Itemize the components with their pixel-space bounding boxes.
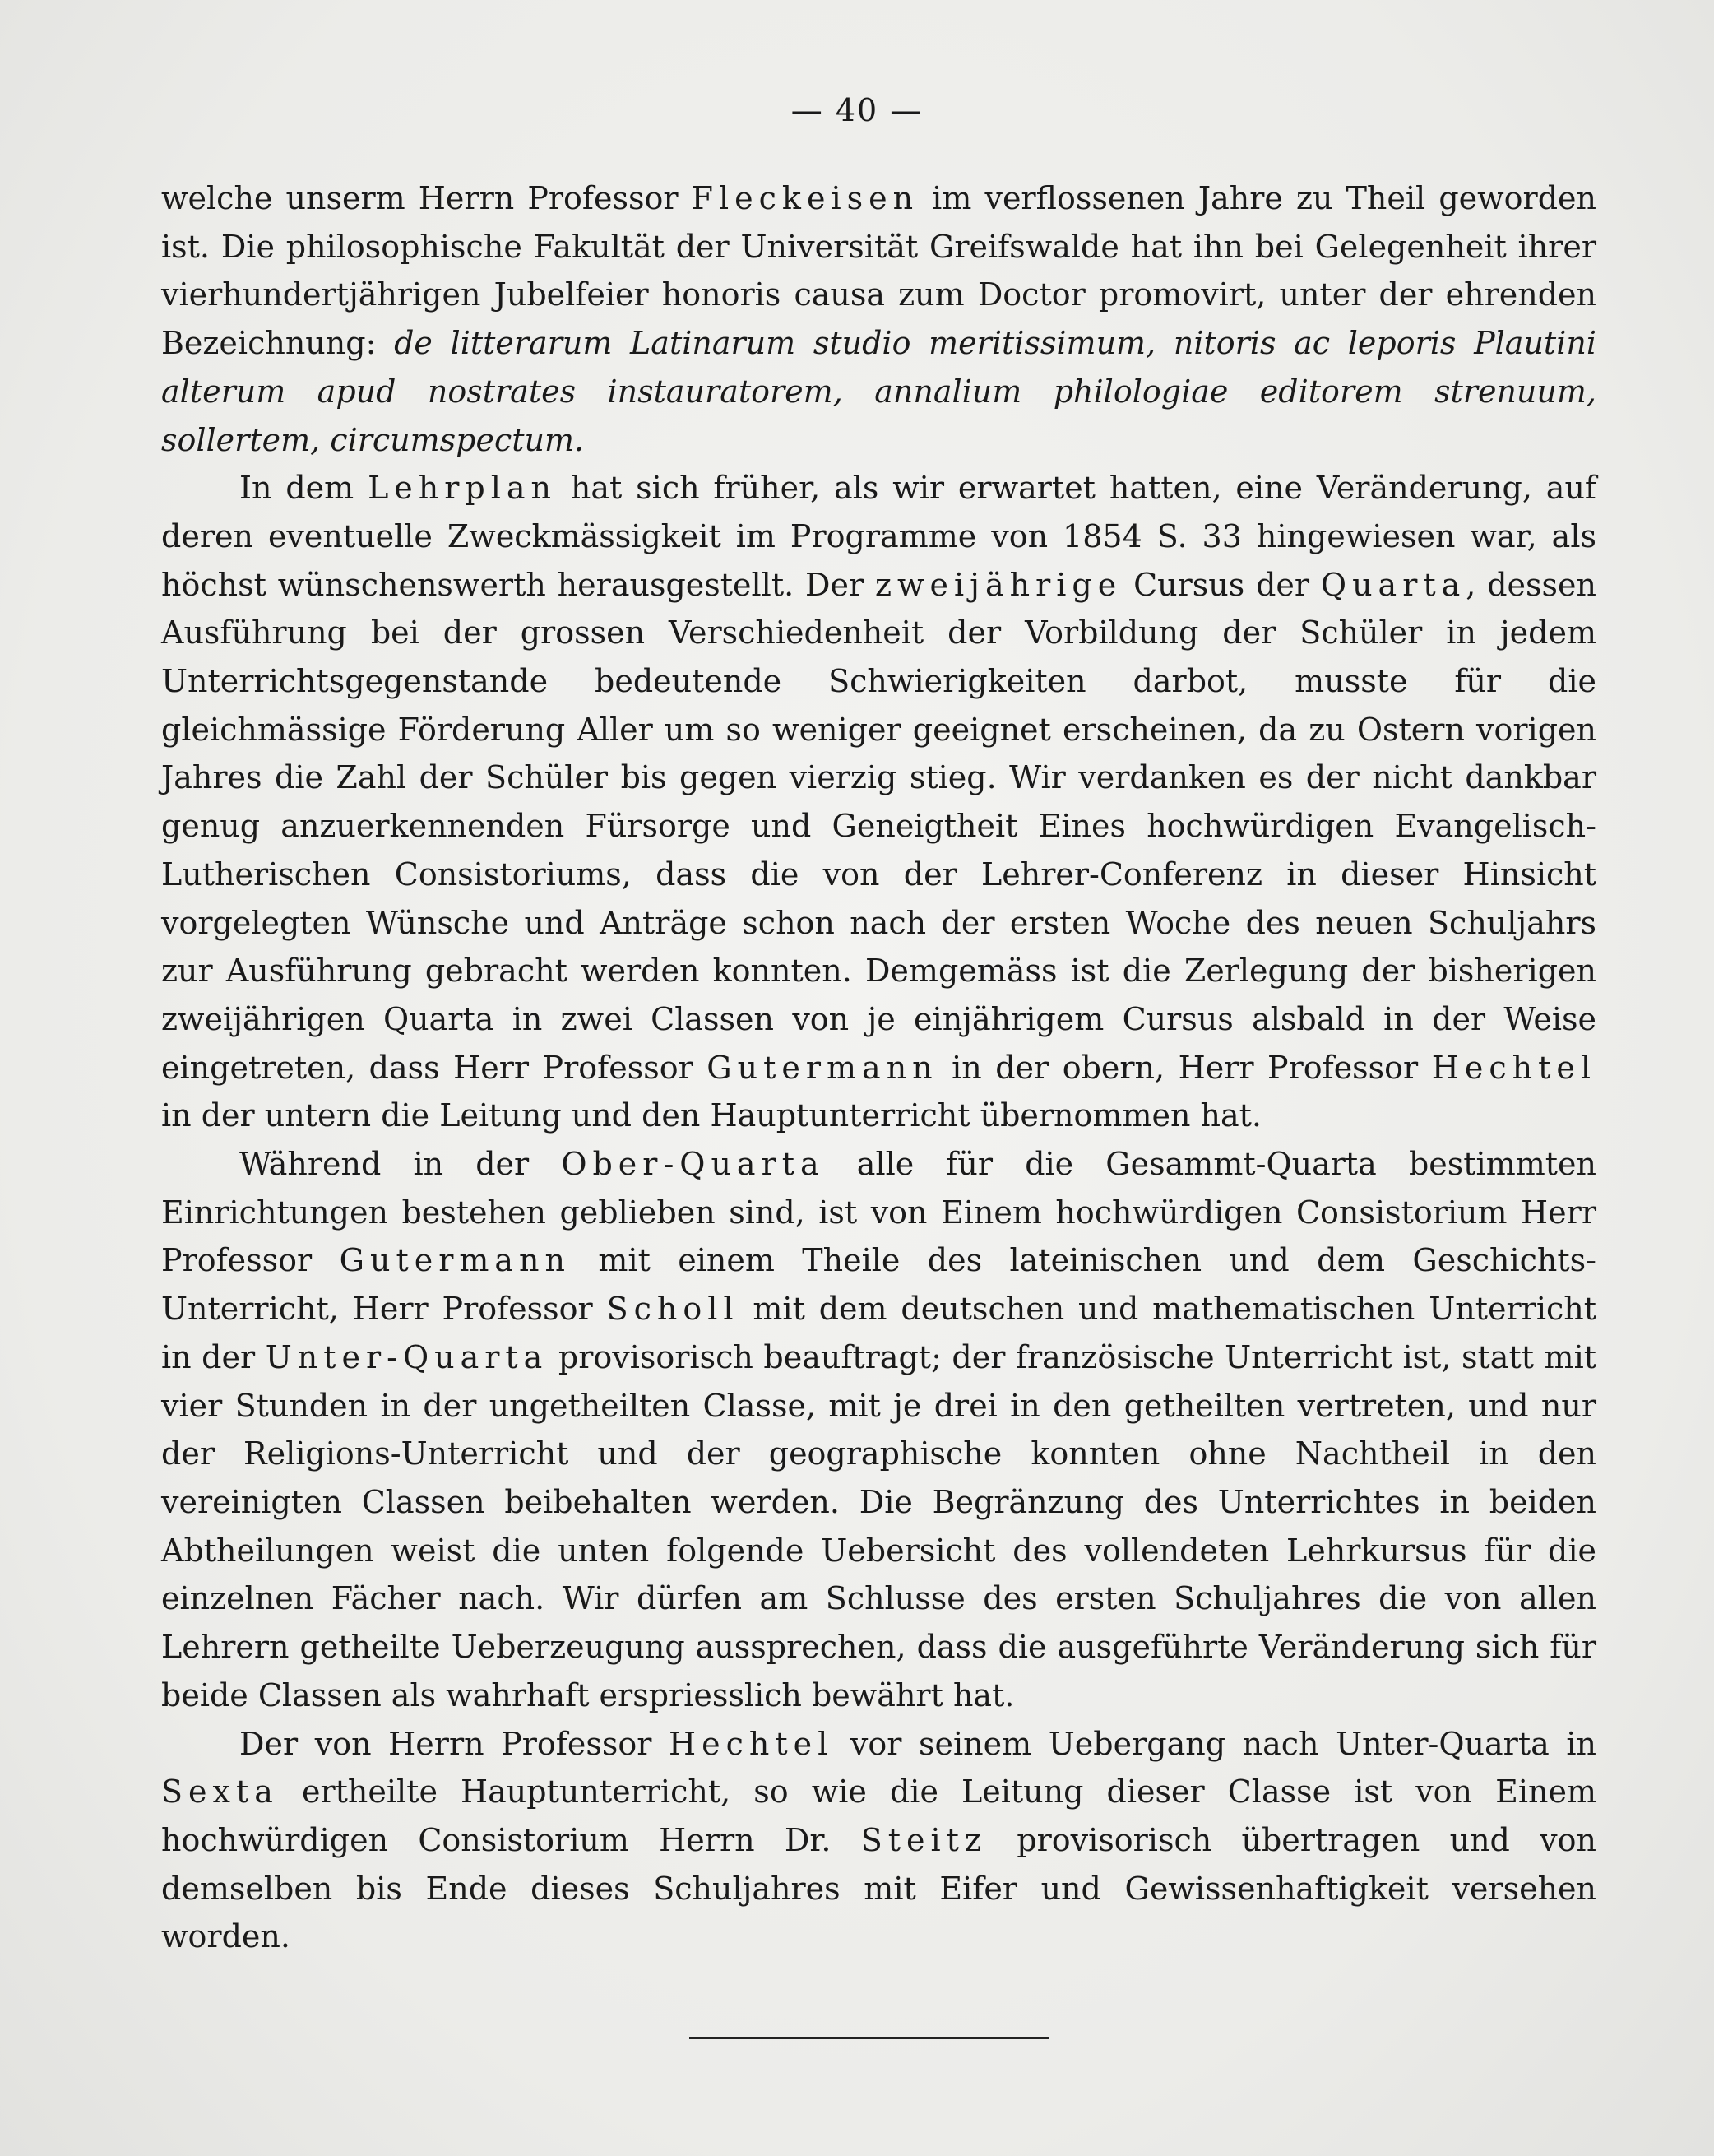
text-run: Der von Herrn Professor	[239, 1725, 669, 1762]
text-run: hat sich früher, als wir erwartet hatten, eine Veränderung, auf deren eventuelle Zweckmässigkeit im Programme von 1854 S. 33 hingewiesen war, als höchst wünschenswerth herausgestellt. Der	[161, 470, 1596, 603]
text-run: vor seinem Uebergang nach Unter-Quarta in	[833, 1725, 1596, 1762]
text-run: in der untern die Leitung und den Hauptunterricht übernommen hat.	[161, 1097, 1262, 1134]
text-run: im verflossenen Jahre zu Theil geworden ist. Die philosophische Fakultät der Universität Greifswalde hat ihn bei Gelegenheit ihrer vierhundertjährigen Jubelfeier honoris causa zum Doctor promovirt, unter der ehrenden Bezeichnung:	[161, 180, 1596, 362]
spaced-word-ober-quarta: Ober-Quarta	[561, 1146, 825, 1183]
paragraph-ober-quarta	[161, 1140, 1596, 1719]
text-run: in der obern, Herr Professor	[938, 1049, 1432, 1086]
text-run: mit einem Theile des lateinischen und dem Geschichts-Unterricht, Herr Professor	[161, 1242, 1596, 1328]
page-number: — 40 —	[790, 92, 924, 128]
spaced-word-sexta: Sexta	[161, 1773, 279, 1811]
section-divider-rule	[689, 2037, 1049, 2039]
spaced-word-unter-quarta: Unter-Quarta	[265, 1338, 549, 1375]
spaced-word-quarta: Quarta	[1320, 566, 1466, 603]
text-run: , dessen Ausführung bei der grossen Verschiedenheit der Vorbildung der Schüler in jedem Unterrichtsgegenstande bedeutende Schwierigkeiten darbot, musste für die gleichmässige Förderung Aller um so weniger geeignet erscheinen, da zu Ostern vorigen Jahres die Zahl der Schüler bis gegen vierzig stieg. Wir verdanken es der nicht dankbar genug anzuerkennenden Fürsorge und Geneigtheit Eines hochwürdigen Evangelisch-Lutherischen Consistoriums, dass die von der Lehrer-Conferenz in dieser Hinsicht vorgelegten Wünsche und Anträge schon nach der ersten Woche des neuen Schuljahrs zur Ausführung gebracht werden konnten. Demgemäss ist die Zerlegung der bisherigen zweijährigen Quarta in zwei Classen von je einjährigem Cursus alsbald in der Weise eingetreten, dass Herr Professor	[161, 566, 1596, 1086]
text-run: alle für die Gesammt-Quarta bestimmten Einrichtungen bestehen geblieben sind, ist von Einem hochwürdigen Consistorium Herr Professor	[161, 1146, 1596, 1279]
text-run: Cursus der	[1122, 566, 1321, 603]
latin-citation: de litterarum Latinarum studio meritissimum, nitoris ac leporis Plautini alterum apud nostrates instauratorem, annalium philologiae editorem strenuum, sollertem, circumspectum.	[161, 325, 1596, 458]
text-run: mit dem deutschen und mathematischen Unterricht in der	[161, 1291, 1596, 1375]
spaced-name-hechtel: Hechtel	[1431, 1049, 1597, 1086]
text-run: Während in der	[239, 1146, 562, 1183]
text-run: In dem	[239, 470, 368, 507]
spaced-name-gutermann: Gutermann	[706, 1049, 938, 1086]
text-run: ertheilte Hauptunterricht, so wie die Leitung dieser Classe ist von Einem hochwürdigen Consistorium Herrn Dr.	[161, 1773, 1596, 1858]
spaced-word-lehrplan: Lehrplan	[368, 470, 558, 507]
paragraph-sexta	[161, 1720, 1596, 1962]
spaced-name-steitz: Steitz	[860, 1821, 987, 1858]
paragraph-honor	[161, 174, 1596, 464]
paragraph-lehrplan	[161, 464, 1596, 1140]
spaced-name-hechtel: Hechtel	[669, 1725, 834, 1762]
body-text	[161, 174, 1596, 1961]
spaced-word-zweijaehrige: zweijährige	[874, 566, 1123, 603]
spaced-name-gutermann: Gutermann	[339, 1242, 571, 1279]
text-run: provisorisch beauftragt; der französische Unterricht ist, statt mit vier Stunden in der ungetheilten Classe, mit je drei in den getheilten vertreten, und nur der Religions-Unterricht und der geographische konnten ohne Nachtheil in den vereinigten Classen beibehalten werden. Die Begränzung des Unterrichtes in beiden Abtheilungen weist die unten folgende Uebersicht des vollendeten Lehrkursus für die einzelnen Fächer nach. Wir dürfen am Schlusse des ersten Schuljahres die von allen Lehrern getheilte Ueberzeugung aussprechen, dass die ausgeführte Veränderung sich für beide Classen als wahrhaft erspriesslich bewährt hat.	[161, 1338, 1596, 1713]
spaced-name-fleckeisen: Fleckeisen	[691, 180, 920, 216]
text-run: provisorisch übertragen und von demselben bis Ende dieses Schuljahres mit Eifer und Gewissenhaftigkeit versehen worden.	[161, 1821, 1596, 1955]
text-run: welche unserm Herrn Professor	[161, 180, 692, 216]
spaced-name-scholl: Scholl	[606, 1291, 739, 1328]
